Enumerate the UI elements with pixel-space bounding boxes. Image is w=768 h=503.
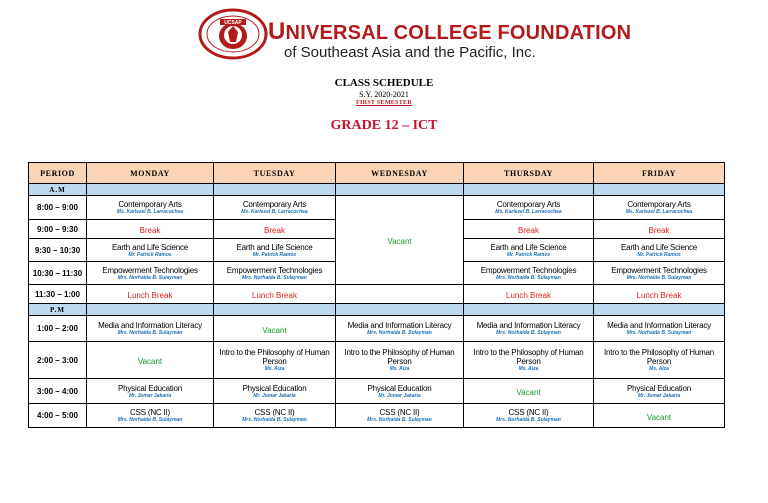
break-cell: Lunch Break (464, 285, 594, 304)
pm-separator-row (29, 304, 725, 316)
separator-cell (464, 304, 594, 316)
table-row (29, 342, 725, 379)
schedule-cell: Physical Education Mr. Jomar Jakaria (214, 379, 336, 404)
table-row (29, 196, 725, 220)
schedule-cell: Media and Information Literacy Mrs. Norhaida B. Sulayman (464, 316, 594, 342)
separator-cell (87, 304, 214, 316)
schedule-cell-vacant: Vacant (336, 196, 464, 285)
schedule-cell: Earth and Life Science Mr. Patrick Ramos (464, 239, 594, 262)
separator-cell (336, 304, 464, 316)
separator-cell (464, 184, 594, 196)
break-cell: Lunch Break (214, 285, 336, 304)
schedule-cell: Physical Education Mr. Jomar Jakaria (594, 379, 725, 404)
org-subtitle: of Southeast Asia and the Pacific, Inc. (284, 44, 536, 61)
schedule-cell: Intro to the Philosophy of Human Person Ms. Aiza (594, 342, 725, 379)
separator-cell (214, 304, 336, 316)
schedule-cell: Intro to the Philosophy of Human Person Ms. Aiza (336, 342, 464, 379)
separator-cell (87, 184, 214, 196)
schedule-cell: CSS (NC II) Mrs. Norhaida B. Sulayman (214, 404, 336, 428)
schedule-cell-vacant: Vacant (594, 404, 725, 428)
column-header-thursday: THURSDAY (464, 163, 594, 184)
table-row (29, 285, 725, 304)
schedule-cell: Media and Information Literacy Mrs. Norhaida B. Sulayman (87, 316, 214, 342)
break-cell: Break (87, 220, 214, 239)
break-cell: Lunch Break (87, 285, 214, 304)
grade-title: GRADE 12 – ICT (330, 118, 438, 133)
schedule-cell: Contemporary Arts Ms. Karlezel B. Larracochea (594, 196, 725, 220)
schedule-cell: Contemporary Arts Ms. Karlezel B. Larracochea (87, 196, 214, 220)
schedule-cell-vacant: Vacant (214, 316, 336, 342)
schedule-cell: Physical Education Mr. Jomar Jakaria (336, 379, 464, 404)
column-header-tuesday: TUESDAY (214, 163, 336, 184)
schedule-cell: Contemporary Arts Ms. Karlezel B. Larracochea (214, 196, 336, 220)
column-header-friday: FRIDAY (594, 163, 725, 184)
period-cell: 3:00 – 4:00 (29, 379, 87, 404)
schedule-cell: Media and Information Literacy Mrs. Norhaida B. Sulayman (336, 316, 464, 342)
break-cell: Break (594, 220, 725, 239)
column-header-monday: MONDAY (87, 163, 214, 184)
schedule-cell: Empowerment Technologies Mrs. Norhaida B. Sulayman (87, 262, 214, 285)
table-row (29, 404, 725, 428)
period-cell: 8:00 – 9:00 (29, 196, 87, 220)
letterhead (198, 8, 632, 64)
period-cell: 9:00 – 9:30 (29, 220, 87, 239)
schedule-cell: CSS (NC II) Mrs. Norhaida B. Sulayman (336, 404, 464, 428)
period-cell: 10:30 – 11:30 (29, 262, 87, 285)
separator-cell (594, 184, 725, 196)
page-title: CLASS SCHEDULE (334, 77, 434, 89)
semester-label: FIRST SEMESTER (356, 100, 412, 106)
schedule-titles (0, 77, 768, 134)
schedule-cell: Media and Information Literacy Mrs. Norhaida B. Sulayman (594, 316, 725, 342)
schedule-cell: Contemporary Arts Ms. Karlezel B. Larracochea (464, 196, 594, 220)
table-row (29, 316, 725, 342)
break-cell: Break (464, 220, 594, 239)
separator-cell (594, 304, 725, 316)
college-seal-logo (198, 8, 268, 60)
period-cell: 1:00 – 2:00 (29, 316, 87, 342)
separator-cell (336, 184, 464, 196)
period-cell: 11:30 – 1:00 (29, 285, 87, 304)
column-header-period: PERIOD (29, 163, 87, 184)
pm-label: P.M (29, 304, 87, 316)
am-separator-row (29, 184, 725, 196)
table-header-row (29, 163, 725, 184)
schedule-cell: Earth and Life Science Mr. Patrick Ramos (87, 239, 214, 262)
blank-cell (336, 285, 464, 304)
schedule-cell: Earth and Life Science Mr. Patrick Ramos (594, 239, 725, 262)
schedule-cell: CSS (NC II) Mrs. Norhaida B. Sulayman (87, 404, 214, 428)
am-label: A.M (29, 184, 87, 196)
table-row (29, 379, 725, 404)
schedule-cell: Empowerment Technologies Mrs. Norhaida B. Sulayman (594, 262, 725, 285)
schedule-cell: CSS (NC II) Mrs. Norhaida B. Sulayman (464, 404, 594, 428)
org-name: UNIVERSAL COLLEGE FOUNDATION (268, 18, 632, 45)
column-header-wednesday: WEDNESDAY (336, 163, 464, 184)
school-year: S.Y. 2020-2021 (359, 90, 409, 99)
schedule-cell: Intro to the Philosophy of Human Person Ms. Aiza (214, 342, 336, 379)
schedule-cell: Empowerment Technologies Mrs. Norhaida B. Sulayman (464, 262, 594, 285)
break-cell: Lunch Break (594, 285, 725, 304)
period-cell: 2:00 – 3:00 (29, 342, 87, 379)
period-cell: 9:30 – 10:30 (29, 239, 87, 262)
break-cell: Break (214, 220, 336, 239)
schedule-table (28, 162, 725, 428)
schedule-cell: Intro to the Philosophy of Human Person Ms. Aiza (464, 342, 594, 379)
schedule-cell: Empowerment Technologies Mrs. Norhaida B. Sulayman (214, 262, 336, 285)
schedule-cell: Physical Education Mr. Jomar Jakaria (87, 379, 214, 404)
schedule-cell-vacant: Vacant (464, 379, 594, 404)
schedule-cell: Earth and Life Science Mr. Patrick Ramos (214, 239, 336, 262)
separator-cell (214, 184, 336, 196)
svg-text:UCSAP: UCSAP (224, 20, 242, 26)
period-cell: 4:00 – 5:00 (29, 404, 87, 428)
schedule-cell-vacant: Vacant (87, 342, 214, 379)
